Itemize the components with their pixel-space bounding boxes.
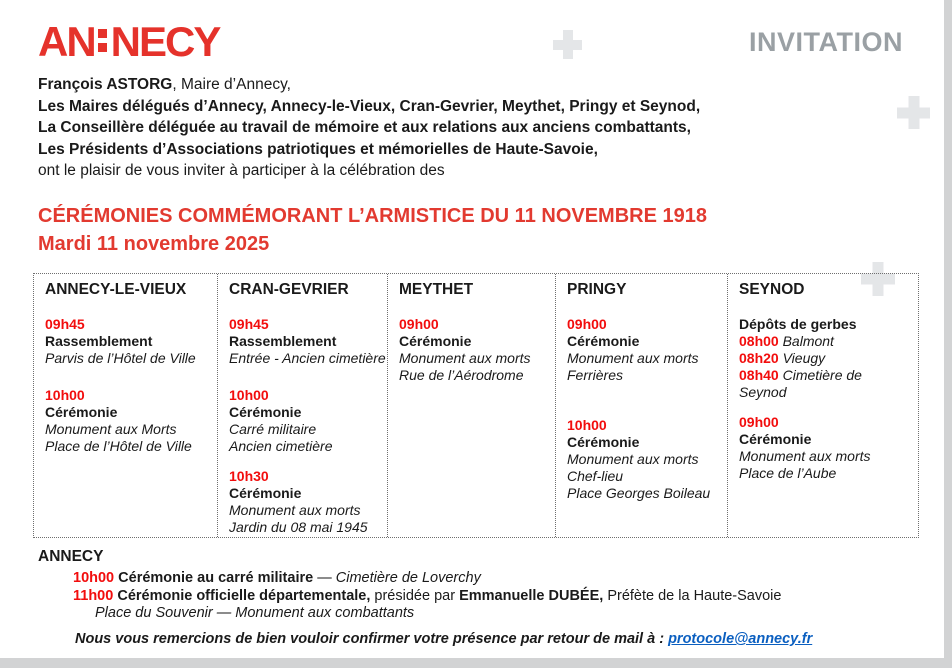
- vertical-scrollbar[interactable]: [944, 0, 952, 668]
- intro-line-presidents: Les Présidents d’Associations patriotiques et mémorielles de Haute-Savoie,: [38, 140, 598, 158]
- annecy-section-header: ANNECY: [38, 548, 104, 565]
- rsvp-text: Nous vous remercions de bien vouloir confirmer votre présence par retour de mail à :: [75, 631, 669, 647]
- deposit-time: 08h20: [739, 350, 779, 366]
- event-title: Cérémonie: [567, 333, 640, 349]
- deposit-place: Vieugy: [778, 350, 826, 366]
- intro-line-delegate-mayors: Les Maires délégués d’Annecy, Annecy-le-Vieux, Cran-Gevrier, Meythet, Pringy et Seynod,: [38, 97, 701, 115]
- text-segment: 11h00: [73, 587, 114, 604]
- text-segment: Préfète de la Haute-Savoie: [603, 587, 782, 604]
- text-segment: Emmanuelle DUBÉE,: [459, 587, 604, 604]
- logo-text-right: NECY: [110, 18, 220, 65]
- text-segment: Place du Souvenir — Monument aux combattants: [95, 605, 415, 621]
- event-time: 10h00: [567, 417, 607, 433]
- event-block: [229, 387, 383, 455]
- column-header: PRINGY: [567, 281, 627, 298]
- text-segment: Cérémonie officielle départementale,: [113, 587, 371, 604]
- text-segment: Cimetière de Loverchy: [335, 570, 481, 586]
- event-block: [739, 316, 914, 401]
- column-header: CRAN-GEVRIER: [229, 281, 349, 298]
- event-block: [567, 417, 723, 502]
- event-time: 09h45: [229, 316, 269, 332]
- event-title: Cérémonie: [229, 404, 302, 420]
- table-column-cran-gevrier: [218, 274, 388, 537]
- rsvp-note: [75, 631, 812, 647]
- event-location: Monument aux morts: [229, 502, 361, 518]
- deposit-time: 08h40: [739, 367, 779, 383]
- plus-decoration-icon: [897, 96, 930, 129]
- table-column-seynod: [728, 274, 918, 537]
- ceremonies-table: [33, 273, 919, 538]
- intro-text: [38, 74, 700, 182]
- intro-line-invite: ont le plaisir de vous inviter à participer à la célébration des: [38, 162, 445, 179]
- event-time: 10h00: [229, 387, 269, 403]
- deposit-row: [739, 333, 891, 350]
- annecy-line: [73, 570, 781, 588]
- protocole-email-link[interactable]: protocole@annecy.fr: [668, 631, 813, 647]
- plus-decoration-icon: [553, 30, 582, 59]
- event-title: Dépôts de gerbes: [739, 316, 857, 332]
- horizontal-scrollbar[interactable]: [0, 658, 952, 668]
- event-location: Entrée - Ancien cimetière: [229, 350, 386, 366]
- column-header: ANNECY-LE-VIEUX: [45, 281, 187, 298]
- intro-line-councillor: La Conseillère déléguée au travail de mémoire et aux relations aux anciens combattants,: [38, 119, 691, 136]
- annecy-logo: [38, 18, 220, 65]
- event-title: Cérémonie: [229, 485, 302, 501]
- deposit-row: [739, 350, 891, 367]
- event-title: Rassemblement: [229, 333, 337, 349]
- event-title: Rassemblement: [45, 333, 153, 349]
- event-location: Monument aux morts: [739, 448, 871, 464]
- event-location: Monument aux Morts: [45, 421, 177, 437]
- page-title: CÉRÉMONIES COMMÉMORANT L’ARMISTICE DU 11 NOVEMBRE 1918: [38, 205, 707, 227]
- annecy-line: [95, 605, 781, 623]
- event-time: 10h30: [229, 468, 269, 484]
- event-time: 09h45: [45, 316, 85, 332]
- event-location: Jardin du 08 mai 1945: [229, 519, 368, 535]
- event-location: Ancien cimetière: [229, 438, 333, 454]
- annecy-line: [73, 588, 781, 606]
- mayor-title: , Maire d’Annecy,: [172, 76, 291, 93]
- text-segment: Cérémonie au carré militaire: [114, 570, 314, 586]
- event-time: 09h00: [399, 316, 439, 332]
- event-block: [45, 316, 213, 367]
- text-segment: —: [313, 570, 336, 586]
- event-block: [229, 316, 386, 367]
- logo-dots-icon: [98, 29, 107, 52]
- event-title: Cérémonie: [739, 431, 812, 447]
- deposit-row: [739, 367, 891, 401]
- event-title: Cérémonie: [567, 434, 640, 450]
- event-location: Place Georges Boileau: [567, 485, 711, 501]
- table-column-pringy: [556, 274, 728, 537]
- event-location: Chef-lieu: [567, 468, 624, 484]
- annecy-lines: [38, 570, 781, 623]
- event-time: 09h00: [567, 316, 607, 332]
- deposit-place: Cimetière de Seynod: [739, 367, 862, 400]
- text-segment: présidée par: [370, 587, 460, 604]
- event-block: [229, 468, 383, 536]
- event-date: Mardi 11 novembre 2025: [38, 233, 270, 255]
- deposit-place: Balmont: [778, 333, 834, 349]
- event-location: Carré militaire: [229, 421, 317, 437]
- event-title: Cérémonie: [399, 333, 472, 349]
- event-location: Monument aux morts: [399, 350, 531, 366]
- deposit-time: 08h00: [739, 333, 779, 349]
- logo-text-left: AN: [38, 18, 95, 65]
- event-location: Monument aux morts: [567, 350, 699, 366]
- event-block: [45, 387, 213, 455]
- column-header: MEYTHET: [399, 281, 474, 298]
- event-block: [399, 316, 551, 384]
- event-location: Place de l’Hôtel de Ville: [45, 438, 192, 454]
- event-block: [567, 316, 723, 384]
- event-location: Rue de l’Aérodrome: [399, 367, 524, 383]
- event-location: Ferrières: [567, 367, 624, 383]
- table-column-meythet: [388, 274, 556, 537]
- invitation-label: INVITATION: [749, 27, 903, 57]
- column-header: SEYNOD: [739, 281, 805, 298]
- event-time: 10h00: [45, 387, 85, 403]
- event-location: Parvis de l’Hôtel de Ville: [45, 350, 196, 366]
- event-block: [739, 414, 914, 482]
- text-segment: 10h00: [73, 570, 115, 586]
- annecy-section: [38, 547, 781, 623]
- event-title: Cérémonie: [45, 404, 118, 420]
- event-location: Place de l’Aube: [739, 465, 837, 481]
- table-column-annecy-le-vieux: [34, 274, 218, 537]
- event-time: 09h00: [739, 414, 779, 430]
- mayor-name: François ASTORG: [38, 76, 173, 93]
- intro-line-mayor: [38, 74, 700, 96]
- event-location: Monument aux morts: [567, 451, 699, 467]
